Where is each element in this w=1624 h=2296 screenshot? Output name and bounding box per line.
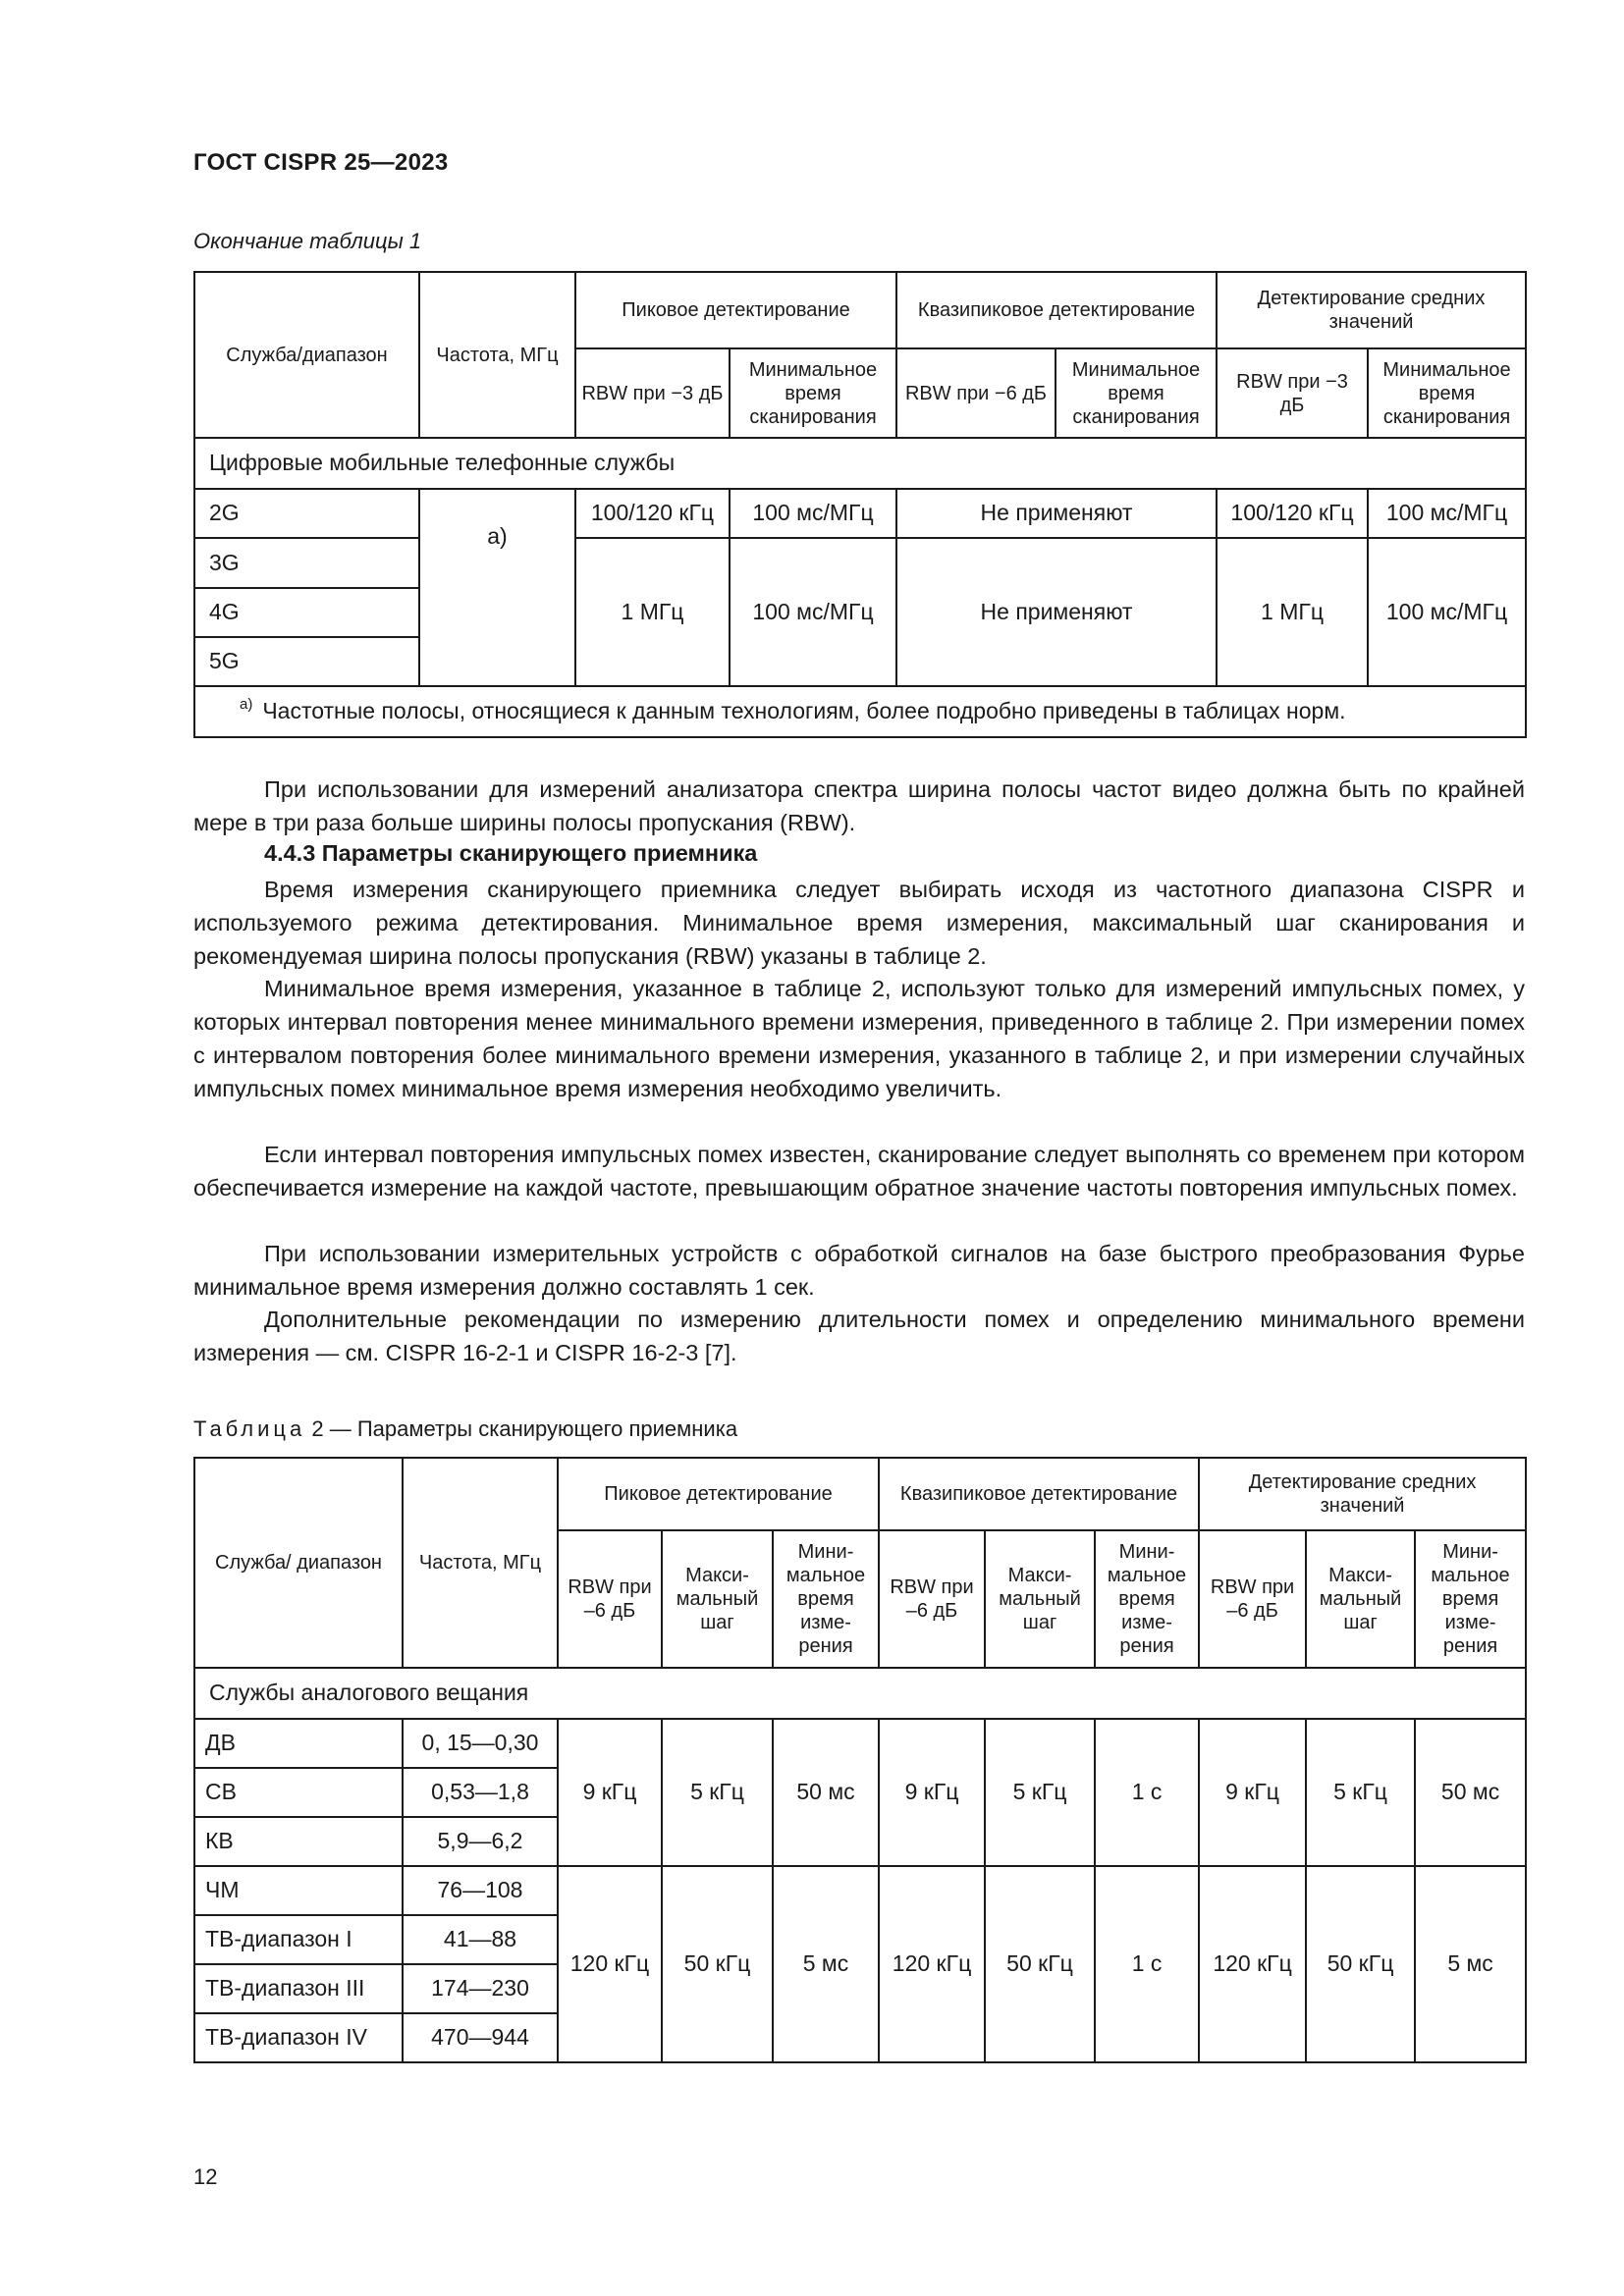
table2-caption-title: 2 — Параметры сканирующего приемника — [311, 1416, 738, 1441]
t2-header-avg-rbw: RBW при –6 дБ — [1199, 1530, 1306, 1668]
t1-2g-qp: Не применяют — [896, 489, 1217, 538]
paragraph-4: Если интервал повторения импульсных помех известен, сканирование следует выполнять со временем при котором обеспечивается измерение на каждой частоте, превышающим обратное значение частоты повторения импульсных помех. — [193, 1142, 1525, 1201]
paragraph-5: При использовании измерительных устройств с обработкой сигналов на базе быстрого преобразования Фурье минимальное время измерения должно составлять 1 сек. — [193, 1241, 1525, 1300]
t1-section-title: Цифровые мобильные телефонные службы — [194, 438, 1526, 489]
t2-row-frequency: 470—944 — [403, 2013, 558, 2062]
t2-am-qp-step: 5 кГц — [985, 1719, 1095, 1866]
t2-header-qp-step: Макси-мальный шаг — [985, 1530, 1095, 1668]
t2-header-peak-rbw: RBW при –6 дБ — [558, 1530, 662, 1668]
t1-row-5g: 5G — [194, 637, 419, 686]
t2-am-qp-rbw: 9 кГц — [879, 1719, 985, 1866]
t2-row-frequency: 174—230 — [403, 1964, 558, 2013]
t2-header-qp-rbw: RBW при –6 дБ — [879, 1530, 985, 1668]
t2-fm-qp-time: 1 с — [1095, 1866, 1199, 2062]
t2-fm-qp-step: 50 кГц — [985, 1866, 1095, 2062]
t2-am-peak-rbw: 9 кГц — [558, 1719, 662, 1866]
t2-fm-avg-rbw: 120 кГц — [1199, 1866, 1306, 2062]
t2-row-service: КВ — [194, 1817, 403, 1866]
t2-row-service: ДВ — [194, 1719, 403, 1768]
t2-header-peak-step: Макси-мальный шаг — [662, 1530, 773, 1668]
t1-header-peak-rbw: RBW при −3 дБ — [575, 348, 730, 438]
t2-row-frequency: 0, 15—0,30 — [403, 1719, 558, 1768]
t1-row-2g: 2G — [194, 489, 419, 538]
t1-header-average: Детектирование средних значений — [1217, 272, 1526, 348]
t2-am-peak-time: 50 мс — [773, 1719, 879, 1866]
t2-row-frequency: 5,9—6,2 — [403, 1817, 558, 1866]
t1-header-frequency: Частота, МГц — [419, 272, 575, 438]
t2-header-average: Детектирование средних значений — [1199, 1458, 1526, 1530]
paragraph-3: Минимальное время измерения, указанное в таблице 2, используют только для измерений импульсных помех, у которых интервал повторения менее минимального времени измерения, приведенного в таблице 2. При измерении помех с интервалом повторения более минимального времени измерения, указанного в таблице 2, и при измерении случайных импульсных помех минимальное время измерения необходимо увеличить. — [193, 976, 1525, 1101]
t2-am-qp-time: 1 с — [1095, 1719, 1199, 1866]
t1-header-peak-time: Минимальное время сканирования — [730, 348, 896, 438]
t1-header-qp-rbw: RBW при −6 дБ — [896, 348, 1056, 438]
t2-row-service: ТВ-диапазон III — [194, 1964, 403, 2013]
t2-row-service: СВ — [194, 1768, 403, 1817]
t1-frequency-note: а) — [419, 489, 575, 686]
t1-footnote-text: Частотные полосы, относящиеся к данным технологиям, более подробно приведены в таблицах норм. — [262, 698, 1346, 724]
page-number: 12 — [193, 2164, 218, 2189]
t2-row-frequency: 0,53—1,8 — [403, 1768, 558, 1817]
t1-2g-avg-rbw: 100/120 кГц — [1217, 489, 1368, 538]
t1-footnote — [194, 686, 1526, 737]
t2-header-peak: Пиковое детектирование — [558, 1458, 879, 1530]
t2-am-peak-step: 5 кГц — [662, 1719, 773, 1866]
table2-caption — [193, 1416, 737, 1442]
t2-header-avg-step: Макси-мальный шаг — [1306, 1530, 1415, 1668]
t2-section-title: Службы аналогового вещания — [194, 1668, 1526, 1719]
table2-caption-word: Таблица — [193, 1416, 306, 1441]
t2-row-service: ТВ-диапазон IV — [194, 2013, 403, 2062]
t2-fm-avg-step: 50 кГц — [1306, 1866, 1415, 2062]
section-heading-4-4-3: 4.4.3 Параметры сканирующего приемника — [264, 840, 758, 866]
t1-header-avg-time: Минимальное время сканирования — [1368, 348, 1526, 438]
t2-row-frequency: 41—88 — [403, 1915, 558, 1964]
table2 — [193, 1457, 1527, 2063]
paragraph-2: Время измерения сканирующего приемника следует выбирать исходя из частотного диапазона CISPR и используемого режима детектирования. Минимальное время измерения, максимальный шаг сканирования и рекомендуемая ширина полосы пропускания (RBW) указаны в таблице 2. — [193, 877, 1525, 969]
t2-row-frequency: 76—108 — [403, 1866, 558, 1915]
t2-fm-peak-step: 50 кГц — [662, 1866, 773, 2062]
t1-header-avg-rbw: RBW при −3 дБ — [1217, 348, 1368, 438]
t1-3g5g-peak-rbw: 1 МГц — [575, 538, 730, 686]
t1-3g5g-avg-rbw: 1 МГц — [1217, 538, 1368, 686]
t1-2g-peak-time: 100 мс/МГц — [730, 489, 896, 538]
table1 — [193, 271, 1527, 738]
t1-header-qp-time: Минимальное время сканирования — [1056, 348, 1217, 438]
paragraph-1: При использовании для измерений анализатора спектра ширина полосы частот видео должна быть по крайней мере в три раза больше ширины полосы пропускания (RBW). — [193, 776, 1525, 835]
paragraph-6: Дополнительные рекомендации по измерению длительности помех и определению минимального времени измерения — см. CISPR 16-2-1 и CISPR 16-2-3 [7]. — [193, 1307, 1525, 1365]
t2-header-qp-time: Мини-мальное время изме-рения — [1095, 1530, 1199, 1668]
t2-am-avg-rbw: 9 кГц — [1199, 1719, 1306, 1866]
t2-am-avg-time: 50 мс — [1415, 1719, 1526, 1866]
document-header: ГОСТ CISPR 25—2023 — [193, 149, 449, 176]
t1-3g5g-qp: Не применяют — [896, 538, 1217, 686]
t1-3g5g-avg-time: 100 мс/МГц — [1368, 538, 1526, 686]
t2-am-avg-step: 5 кГц — [1306, 1719, 1415, 1866]
t1-header-peak: Пиковое детектирование — [575, 272, 896, 348]
t2-header-frequency: Частота, МГц — [403, 1458, 558, 1668]
t2-fm-qp-rbw: 120 кГц — [879, 1866, 985, 2062]
t1-row-3g: 3G — [194, 538, 419, 588]
t1-footnote-mark: а) — [240, 696, 253, 714]
t2-fm-peak-rbw: 120 кГц — [558, 1866, 662, 2062]
t2-fm-avg-time: 5 мс — [1415, 1866, 1526, 2062]
t1-header-service: Служба/диапазон — [194, 272, 419, 438]
t2-header-avg-time: Мини-мальное время изме-рения — [1415, 1530, 1526, 1668]
t2-header-service: Служба/ диапазон — [194, 1458, 403, 1668]
t2-row-service: ТВ-диапазон I — [194, 1915, 403, 1964]
t1-3g5g-peak-time: 100 мс/МГц — [730, 538, 896, 686]
t2-header-quasi-peak: Квазипиковое детектирование — [879, 1458, 1199, 1530]
t1-2g-peak-rbw: 100/120 кГц — [575, 489, 730, 538]
t1-header-quasi-peak: Квазипиковое детектирование — [896, 272, 1217, 348]
t1-2g-avg-time: 100 мс/МГц — [1368, 489, 1526, 538]
t1-row-4g: 4G — [194, 588, 419, 637]
t2-fm-peak-time: 5 мс — [773, 1866, 879, 2062]
table1-caption: Окончание таблицы 1 — [193, 229, 422, 253]
t2-row-service: ЧМ — [194, 1866, 403, 1915]
t2-header-peak-time: Мини-мальное время изме-рения — [773, 1530, 879, 1668]
